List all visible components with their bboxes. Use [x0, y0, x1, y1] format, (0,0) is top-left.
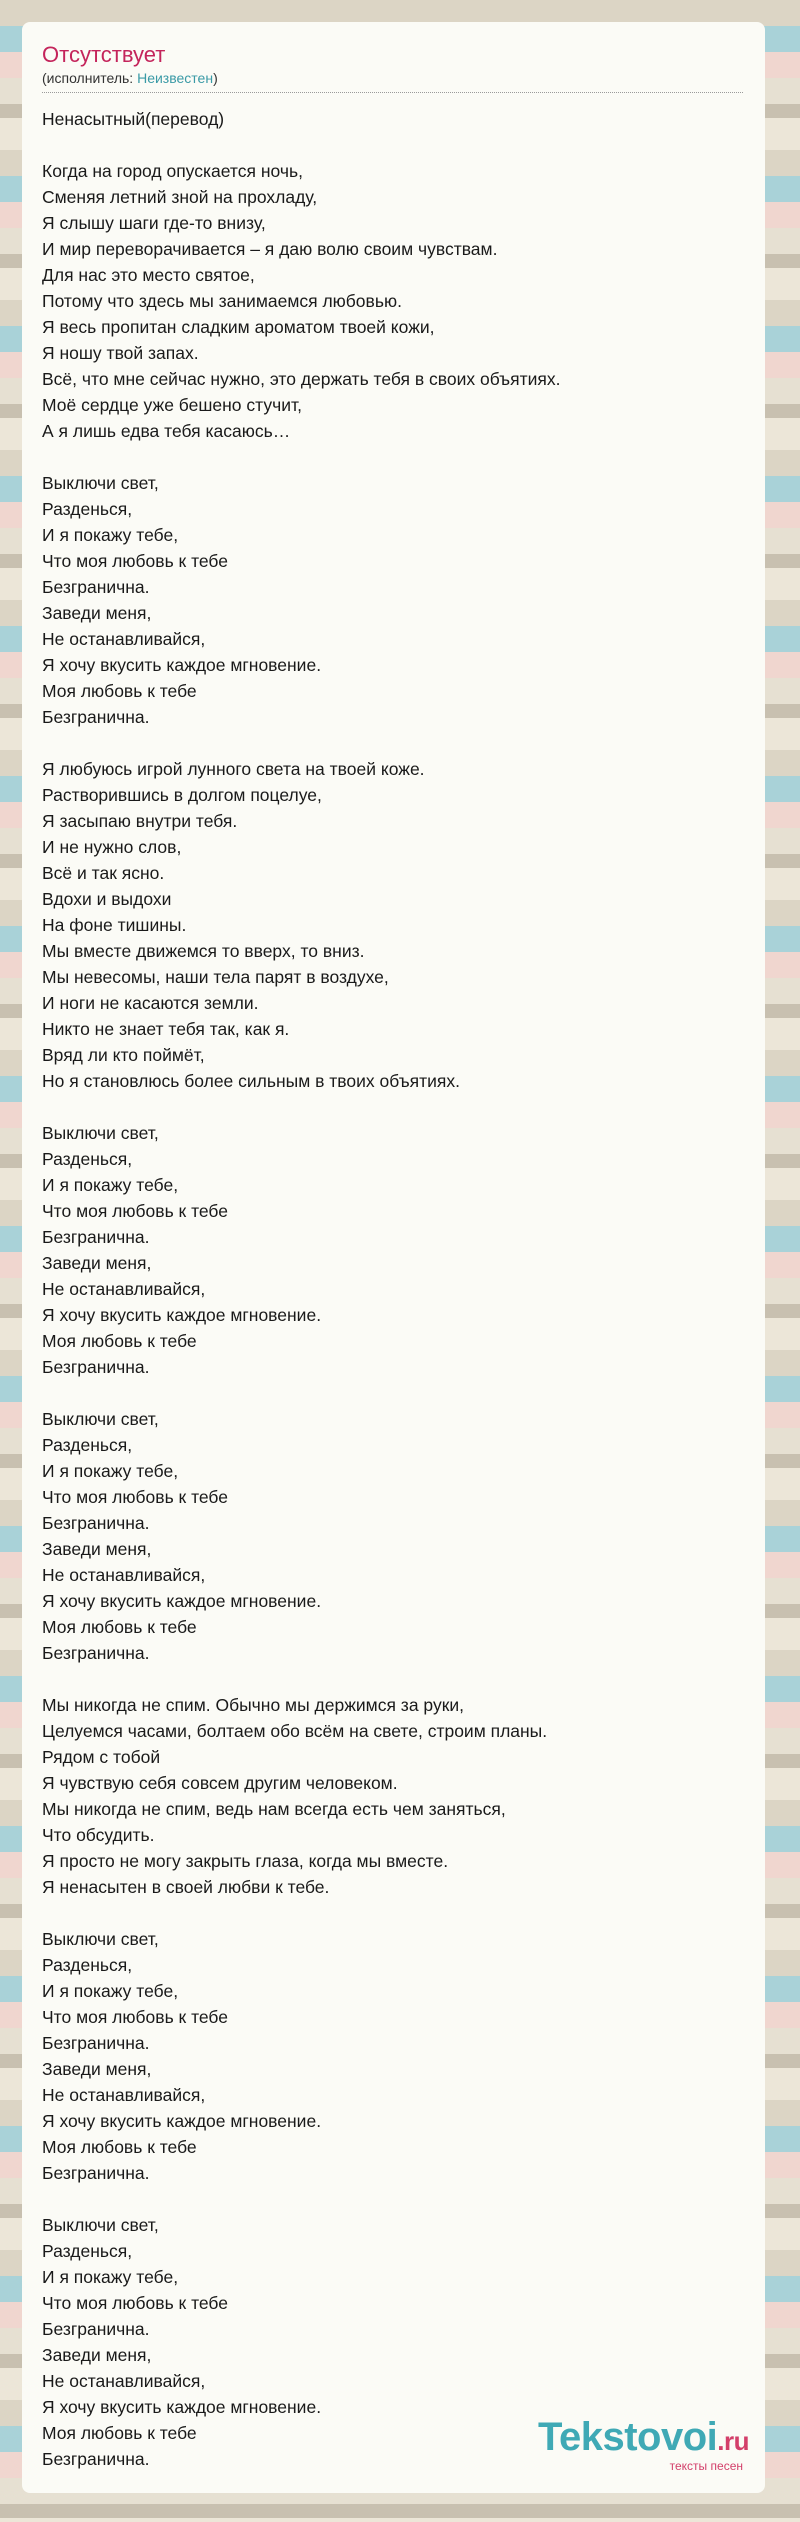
divider [42, 92, 743, 93]
logo-tagline: тексты песен [669, 2459, 743, 2473]
site-logo[interactable] [538, 2417, 749, 2473]
artist-link[interactable]: Неизвестен [137, 70, 214, 86]
song-title: Отсутствует [42, 42, 166, 67]
artist-prefix: (исполнитель: [42, 70, 138, 86]
logo-main-text: Tekstovoi [538, 2415, 718, 2459]
artist-suffix: ) [213, 70, 218, 86]
lyrics-text: Ненасытный(перевод) Когда на город опускается ночь, Сменяя летний зной на прохладу, Я слышу шаги где-то внизу, И мир переворачивается – я даю волю своим чувствам. Для нас это место святое, Потому что здесь мы занимаемся любовью. Я весь пропитан сладким ароматом твоей кожи, Я ношу твой запах. Всё, что мне сейчас нужно, это держать тебя в своих объятиях. Моё сердце уже бешено стучит, А я лишь едва тебя касаюсь… Выключи свет, Разденься, И я покажу тебе, Что моя любовь к тебе Безгранична. Заведи меня, Не останавливайся, Я хочу вкусить каждое мгновение. Моя любовь к тебе Безгранична. Я любуюсь игрой лунного света на твоей коже. Растворившись в долгом поцелуе, Я засыпаю внутри тебя. И не нужно слов, Всё и так ясно. Вдохи и выдохи На фоне тишины. Мы вместе движемся то вверх, то вниз. Мы невесомы, наши тела парят в воздухе, И ноги не касаются земли. Никто не знает тебя так, как я. Вряд ли кто поймёт, Но я становлюсь более сильным в твоих объятиях. Выключи свет, Разденься, И я покажу тебе, Что моя любовь к тебе Безгранична. Заведи меня, Не останавливайся, Я хочу вкусить каждое мгновение. Моя любовь к тебе Безгранична. Выключи свет, Разденься, И я покажу тебе, Что моя любовь к тебе Безгранична. Заведи меня, Не останавливайся, Я хочу вкусить каждое мгновение. Моя любовь к тебе Безгранична. Мы никогда не спим. Обычно мы держимся за руки, Целуемся часами, болтаем обо всём на свете, строим планы. Рядом с тобой Я чувствую себя совсем другим человеком. Мы никогда не спим, ведь нам всегда есть чем заняться, Что обсудить. Я просто не могу закрыть глаза, когда мы вместе. Я ненасытен в своей любви к тебе. Выключи свет, Разденься, И я покажу тебе, Что моя любовь к тебе Безгранична. Заведи меня, Не останавливайся, Я хочу вкусить каждое мгновение. Моя любовь к тебе Безгранична. Выключи свет, Разденься, И я покажу тебе, Что моя любовь к тебе Безгранична. Заведи меня, Не останавливайся, Я хочу вкусить каждое мгновение. Моя любовь к тебе Безгранична. [42, 109, 561, 2469]
lyrics-card [22, 22, 765, 2493]
logo-wordmark [538, 2417, 749, 2461]
logo-domain-text: .ru [717, 2426, 749, 2456]
artist-line [42, 69, 218, 87]
